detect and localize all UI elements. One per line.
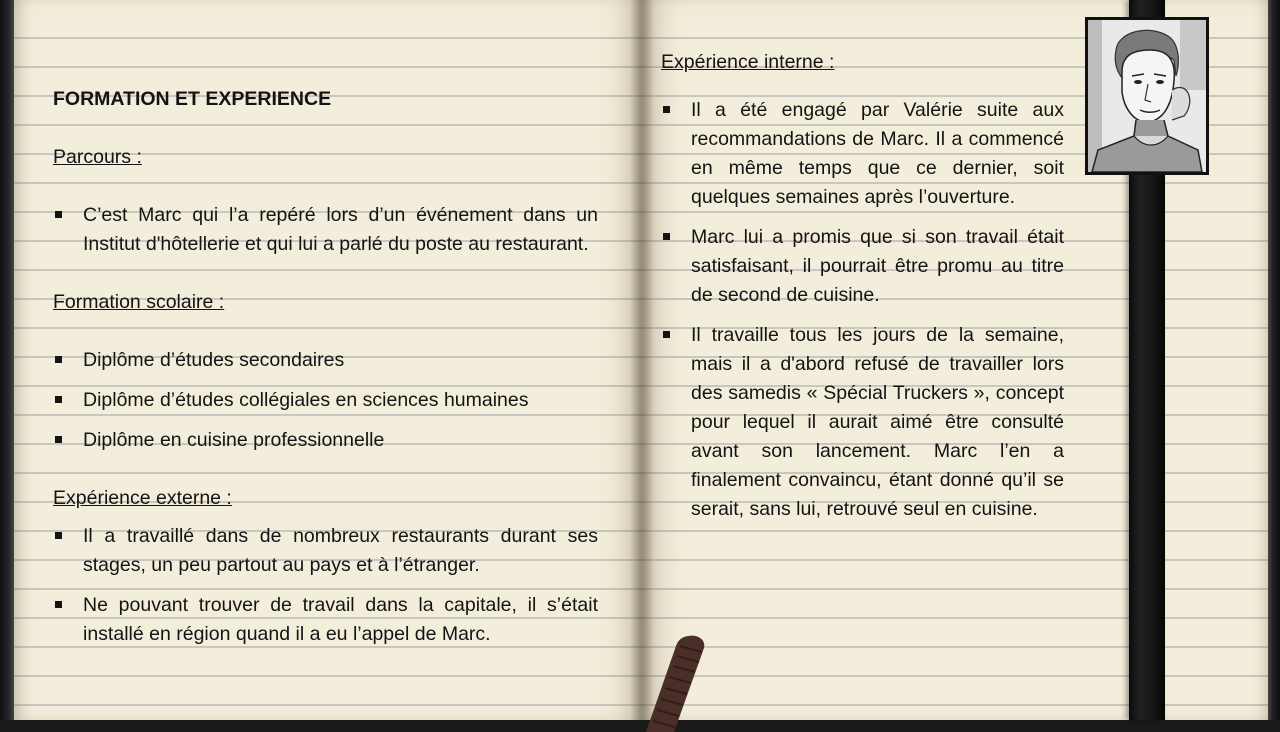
square-bullet-icon [663, 331, 670, 338]
list-item-text: Ne pouvant trouver de travail dans la capitale, il s’était installé en région quand il a eu l’appel de Marc. [83, 594, 598, 645]
notebook-gutter [630, 0, 654, 720]
square-bullet-icon [663, 106, 670, 113]
notebook-cover-right [1268, 0, 1280, 720]
section-title: FORMATION ET EXPERIENCE [53, 88, 332, 110]
heading-experience-externe: Expérience externe : [53, 487, 232, 509]
portrait-photo [1085, 17, 1209, 175]
list-item [53, 201, 598, 259]
square-bullet-icon [663, 233, 670, 240]
list-item-text: Diplôme d’études secondaires [83, 349, 345, 371]
list-item-text: Marc lui a promis que si son travail était satisfaisant, il pourrait être promu au titre de second de cuisine. [691, 226, 1064, 306]
list-item [53, 522, 598, 580]
left-page-content [53, 85, 598, 649]
list-item-text: Il a travaillé dans de nombreux restaurants durant ses stages, un peu partout au pays et à l’étranger. [83, 525, 598, 576]
square-bullet-icon [55, 436, 62, 443]
sketch-portrait-icon [1088, 20, 1206, 172]
square-bullet-icon [55, 396, 62, 403]
list-item [53, 426, 598, 455]
list-item [661, 96, 1064, 212]
notebook-cover-left [0, 0, 14, 720]
heading-formation-scolaire: Formation scolaire : [53, 291, 225, 313]
list-item [53, 386, 598, 415]
parcours-list [53, 201, 598, 259]
heading-experience-interne: Expérience interne : [661, 51, 835, 73]
list-item-text: Diplôme en cuisine professionnelle [83, 429, 385, 451]
square-bullet-icon [55, 601, 62, 608]
list-item [661, 223, 1064, 310]
list-item [53, 591, 598, 649]
formation-list [53, 346, 598, 455]
experience-externe-list [53, 522, 598, 649]
list-item-text: C’est Marc qui l’a repéré lors d’un événement dans un Institut d'hôtellerie et qui lui a parlé du poste au restaurant. [83, 204, 598, 255]
right-page-content [661, 48, 1064, 524]
square-bullet-icon [55, 211, 62, 218]
list-item-text: Il travaille tous les jours de la semaine, mais il a d'abord refusé de travailler lors des samedis « Spécial Truckers », concept pour lequel il aurait aimé être consulté avant son lancement. Marc l’en a finalement convaincu, étant donné qu’il se serait, sans lui, retrouvé seul en cuisine. [691, 324, 1064, 520]
square-bullet-icon [55, 356, 62, 363]
list-item-text: Il a été engagé par Valérie suite aux recommandations de Marc. Il a commencé en même temps que ce dernier, soit quelques semaines après l’ouverture. [691, 99, 1064, 208]
heading-parcours: Parcours : [53, 146, 142, 168]
bookmark-ribbon-icon [640, 632, 710, 732]
list-item [661, 321, 1064, 524]
square-bullet-icon [55, 532, 62, 539]
list-item-text: Diplôme d’études collégiales en sciences humaines [83, 389, 529, 411]
list-item [53, 346, 598, 375]
experience-interne-list [661, 96, 1064, 524]
